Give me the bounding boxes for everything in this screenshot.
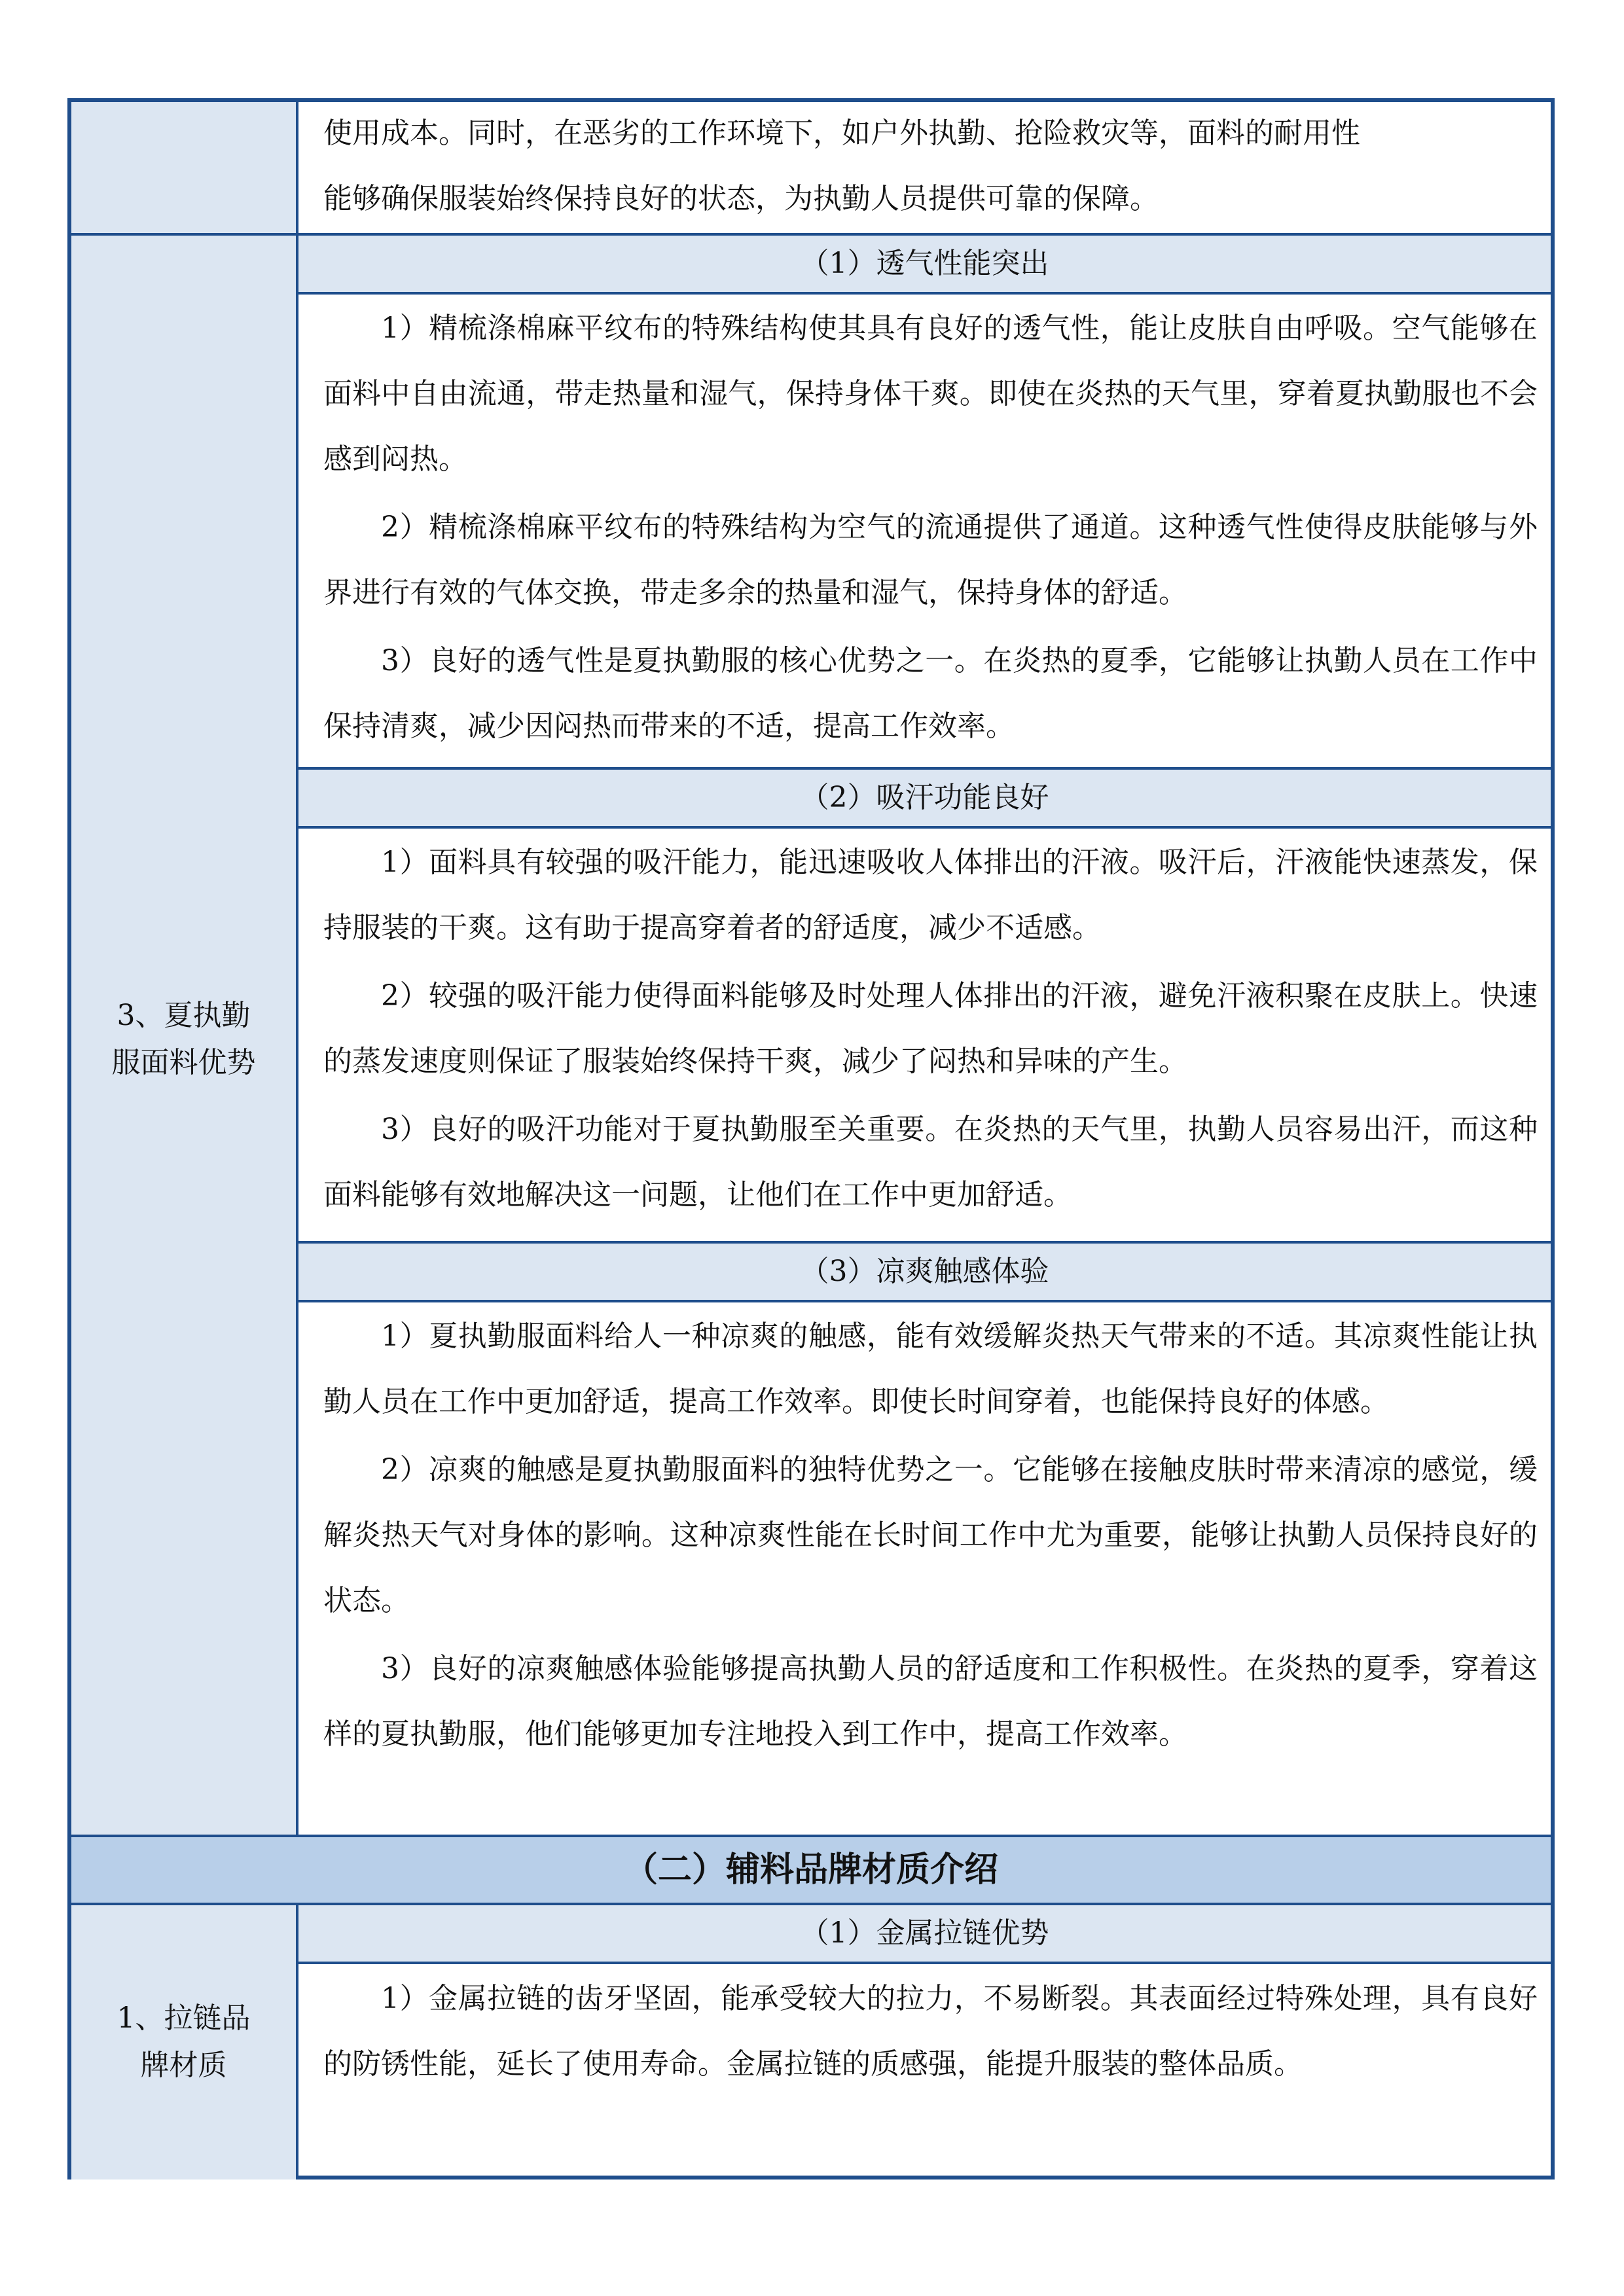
paragraph: 3）良好的透气性是夏执勤服的核心优势之一。在炎热的夏季，它能够让执勤人员在工作中保持清爽，减少因闷热而带来的不适，提高工作效率。 bbox=[323, 644, 1538, 743]
paragraph: 3）良好的吸汗功能对于夏执勤服至关重要。在炎热的天气里，执勤人员容易出汗，而这种面料能够有效地解决这一问题，让他们在工作中更加舒适。 bbox=[323, 1113, 1538, 1211]
paragraph: 1）金属拉链的齿牙坚固，能承受较大的拉力，不易断裂。其表面经过特殊处理，具有良好的防锈性能，延长了使用寿命。金属拉链的质感强，能提升服装的整体品质。 bbox=[323, 1982, 1538, 2081]
top-row-content bbox=[323, 101, 1538, 232]
zipper-label bbox=[71, 1995, 296, 2089]
document-table bbox=[67, 98, 1555, 2179]
row-divider bbox=[298, 826, 1551, 829]
label-line: 1、拉链品 bbox=[117, 2001, 251, 2035]
paragraph: 2）精梳涤棉麻平纹布的特殊结构为空气的流通提供了通道。这种透气性使得皮肤能够与外界进行有效的气体交换，带走多余的热量和湿气，保持身体的舒适。 bbox=[323, 511, 1538, 609]
paragraph: 2）较强的吸汗能力使得面料能够及时处理人体排出的汗液，避免汗液积聚在皮肤上。快速的蒸发速度则保证了服装始终保持干爽，减少了闷热和异味的产生。 bbox=[323, 979, 1538, 1078]
paragraph: 1）面料具有较强的吸汗能力，能迅速吸收人体排出的汗液。吸汗后，汗液能快速蒸发，保持服装的干爽。这有助于提高穿着者的舒适度，减少不适感。 bbox=[323, 846, 1538, 944]
label-line: 牌材质 bbox=[140, 2049, 227, 2082]
breathability-content bbox=[323, 296, 1538, 759]
paragraph: 1）精梳涤棉麻平纹布的特殊结构使其具有良好的透气性，能让皮肤自由呼吸。空气能够在面料中自由流通，带走热量和湿气，保持身体干爽。即使在炎热的天气里，穿着夏执勤服也不会感到闷热。 bbox=[323, 312, 1538, 476]
paragraph: 3）良好的凉爽触感体验能够提高执勤人员的舒适度和工作积极性。在炎热的夏季，穿着这样的夏执勤服，他们能够更加专注地投入到工作中，提高工作效率。 bbox=[323, 1652, 1538, 1751]
text-line: 能够确保服装始终保持良好的状态，为执勤人员提供可靠的保障。 bbox=[323, 182, 1159, 215]
row-divider bbox=[298, 1300, 1551, 1302]
row-divider bbox=[298, 1962, 1551, 1964]
label-column-top bbox=[71, 102, 296, 233]
paragraph: 2）凉爽的触感是夏执勤服面料的独特优势之一。它能够在接触皮肤时带来清凉的感觉，缓解炎热天气对身体的影响。这种凉爽性能在长时间工作中尤为重要，能够让执勤人员保持良好的状态。 bbox=[323, 1453, 1538, 1617]
paragraph: 1）夏执勤服面料给人一种凉爽的触感，能有效缓解炎热天气带来的不适。其凉爽性能让执勤人员在工作中更加舒适，提高工作效率。即使长时间穿着，也能保持良好的体感。 bbox=[323, 1319, 1538, 1418]
column-divider-top bbox=[296, 102, 298, 1835]
section-title: （二）辅料品牌材质介绍 bbox=[71, 1837, 1551, 1903]
subheading-sweat-absorption: （2）吸汗功能良好 bbox=[298, 770, 1551, 826]
label-line: 服面料优势 bbox=[111, 1046, 256, 1079]
subheading-cool-touch: （3）凉爽触感体验 bbox=[298, 1244, 1551, 1300]
metal-zipper-content bbox=[323, 1966, 1538, 2097]
label-line: 3、夏执勤 bbox=[117, 999, 251, 1032]
section3-label bbox=[71, 992, 296, 1086]
sweat-absorption-content bbox=[323, 830, 1538, 1228]
subheading-metal-zipper: （1）金属拉链优势 bbox=[298, 1905, 1551, 1962]
text-line: 使用成本。同时，在恶劣的工作环境下，如户外执勤、抢险救灾等，面料的耐用性 bbox=[323, 117, 1360, 150]
subheading-breathability: （1）透气性能突出 bbox=[298, 236, 1551, 292]
row-divider bbox=[298, 292, 1551, 295]
cool-touch-content bbox=[323, 1304, 1538, 1767]
